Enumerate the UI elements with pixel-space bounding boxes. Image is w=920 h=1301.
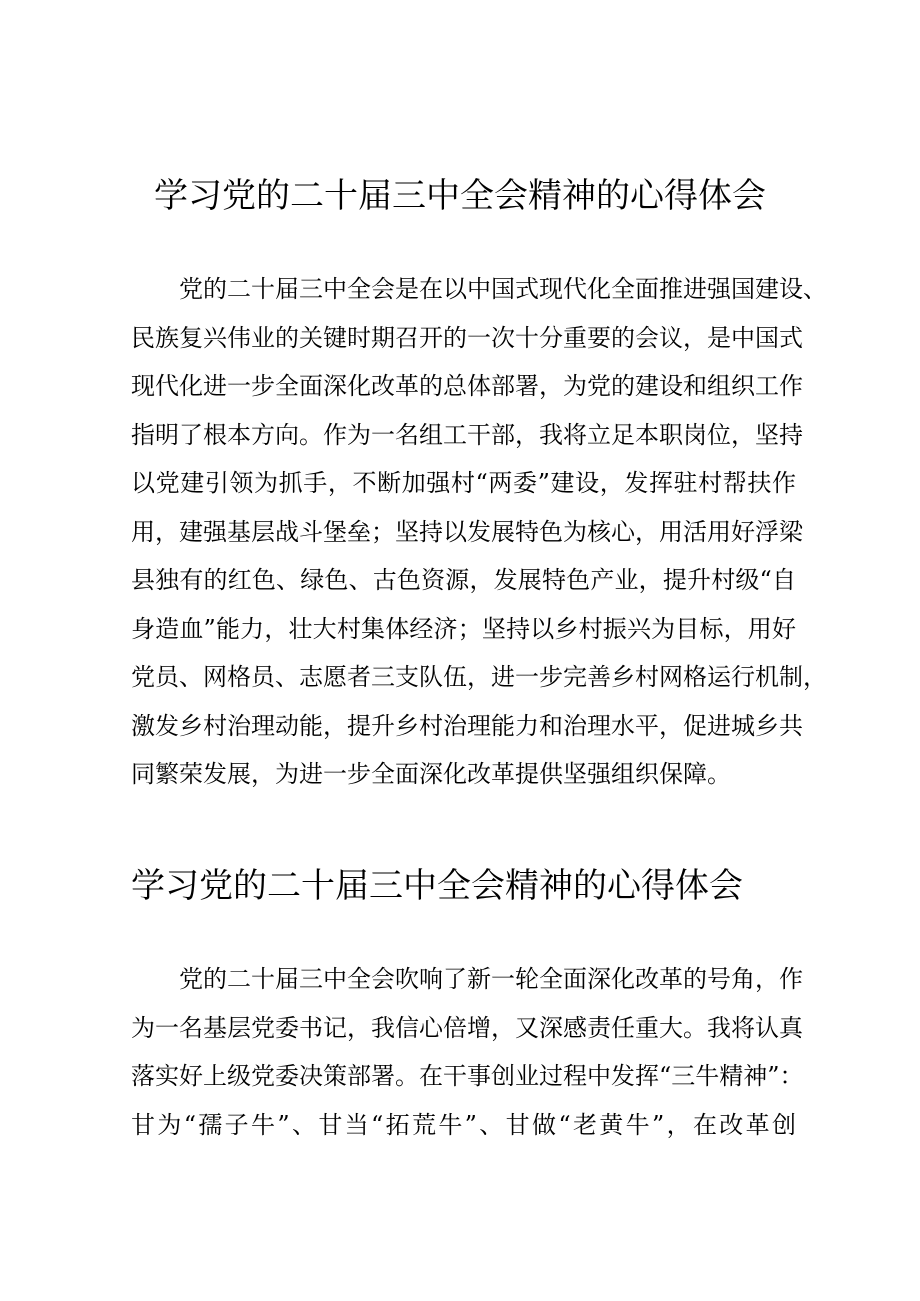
- text-line: 现代化进一步全面深化改革的总体部署，为党的建设和组织工作: [131, 372, 803, 400]
- text-line: 同繁荣发展，为进一步全面深化改革提供坚强组织保障。: [131, 760, 731, 788]
- text-line: 为一名基层党委书记，我信心倍增，又深感责任重大。我将认真: [131, 1013, 803, 1042]
- text-line: 民族复兴伟业的关键时期召开的一次十分重要的会议，是中国式: [131, 323, 803, 352]
- text-line: 县独有的红色、绿色、古色资源，发展特色产业，提升村级“自: [131, 566, 796, 594]
- text-line: 身造血”能力，壮大村集体经济；坚持以乡村振兴为目标，用好: [131, 614, 796, 643]
- text-line: 党的二十届三中全会吹响了新一轮全面深化改革的号角，作: [179, 965, 803, 993]
- section-2-paragraph: [131, 955, 804, 1149]
- text-line: 党的二十届三中全会是在以中国式现代化全面推进强国建设、: [179, 275, 827, 303]
- section-1-paragraph: [131, 265, 827, 799]
- text-line: 以党建引领为抓手，不断加强村“两委”建设，发挥驻村帮扶作: [131, 469, 796, 497]
- text-line: 党员、网格员、志愿者三支队伍，进一步完善乡村网格运行机制，: [131, 663, 827, 691]
- section-2-title: 学习党的二十届三中全会精神的心得体会: [131, 866, 743, 906]
- text-line: 指明了根本方向。作为一名组工干部，我将立足本职岗位，坚持: [131, 420, 803, 449]
- text-line: 用，建强基层战斗堡垒；坚持以发展特色为核心，用活用好浮梁: [131, 517, 803, 546]
- text-line: 甘为“孺子牛”、甘当“拓荒牛”、甘做“老黄牛”，在改革创: [131, 1110, 796, 1139]
- text-line: 落实好上级党委决策部署。在干事创业过程中发挥“三牛精神”：: [131, 1062, 804, 1090]
- section-1-title: 学习党的二十届三中全会精神的心得体会: [154, 176, 766, 216]
- text-line: 激发乡村治理动能，提升乡村治理能力和治理水平，促进城乡共: [131, 711, 803, 740]
